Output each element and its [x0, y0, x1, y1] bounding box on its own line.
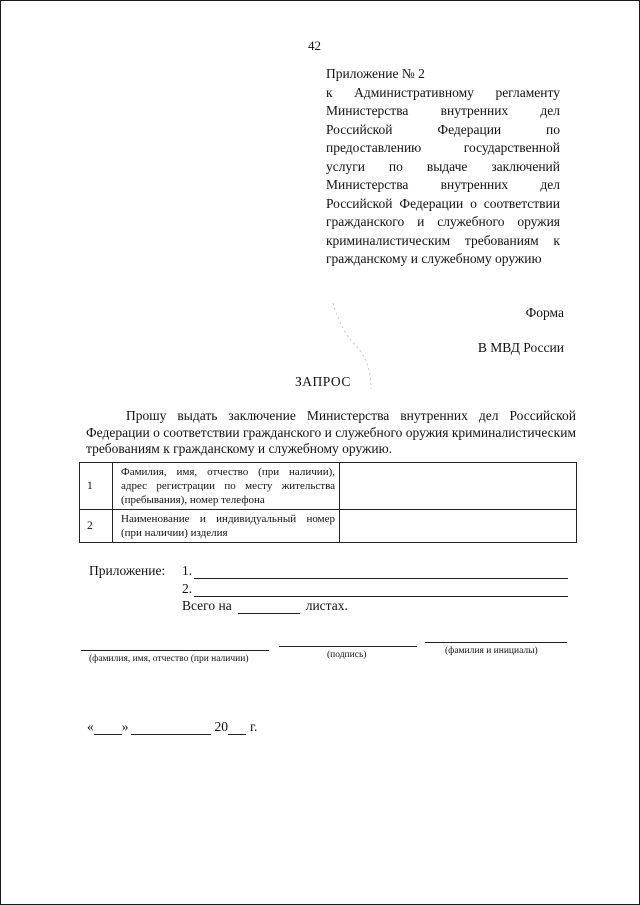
table-row	[80, 510, 577, 543]
appendix-text: к Административному регламенту Министерства внутренних дел Российской Федерации по предоставлению государственной услуги по выдаче заключений Министерства внутренних дел Российской Федерации о соответствии гражданского и служебного оружия криминалистическим требованиям к гражданскому и служебному оружию	[326, 84, 560, 266]
row-label: Фамилия, имя, отчество (при наличии), адрес регистрации по месту жительства (пребывания), номер телефона	[113, 463, 340, 510]
row-number: 1	[80, 463, 113, 510]
attachment-line-2	[182, 581, 568, 597]
date-open-quote: «	[87, 719, 94, 734]
date-day-field[interactable]	[94, 721, 122, 735]
signature-line[interactable]	[279, 646, 417, 647]
initials-caption: (фамилия и инициалы)	[445, 646, 538, 656]
attachment-item-1-field[interactable]	[194, 566, 568, 579]
document-title: ЗАПРОС	[295, 374, 351, 389]
total-pages-field[interactable]	[238, 600, 300, 614]
date-year-field[interactable]	[228, 721, 246, 735]
appendix-heading: Приложение № 2	[326, 66, 425, 81]
row-number: 2	[80, 510, 113, 543]
date-close-quote: »	[121, 719, 129, 734]
date-month-field[interactable]	[131, 721, 211, 735]
row-label: Наименование и индивидуальный номер (при наличии) изделия	[113, 510, 340, 543]
date-line	[87, 719, 257, 735]
attachment-line-1	[182, 563, 568, 579]
name-caption: (фамилия, имя, отчество (при наличии)	[89, 654, 249, 664]
row-value-field[interactable]	[340, 463, 577, 510]
signature-caption: (подпись)	[327, 650, 367, 660]
initials-line[interactable]	[425, 642, 567, 643]
total-suffix: листах.	[305, 598, 348, 613]
form-label: Форма	[525, 305, 564, 320]
recipient: В МВД России	[477, 340, 564, 355]
date-year-prefix: 20	[214, 719, 228, 734]
total-pages	[182, 598, 348, 614]
attachment-item-2-number: 2.	[182, 581, 193, 596]
total-prefix: Всего на	[182, 598, 232, 613]
attachments-label: Приложение:	[89, 563, 166, 578]
name-line[interactable]	[81, 650, 269, 651]
page-number: 42	[308, 38, 321, 53]
row-value-field[interactable]	[340, 510, 577, 543]
attachment-item-2-field[interactable]	[194, 584, 568, 597]
request-text: Прошу выдать заключение Министерства внутренних дел Российской Федерации о соответствии гражданского и служебного оружия криминалистическим требованиям к гражданскому и служебному оружию.	[86, 408, 576, 456]
table-row	[80, 463, 577, 510]
appendix-note	[326, 65, 560, 269]
attachment-item-1-number: 1.	[182, 563, 193, 578]
request-table	[79, 462, 577, 543]
date-year-suffix: г.	[250, 719, 258, 734]
